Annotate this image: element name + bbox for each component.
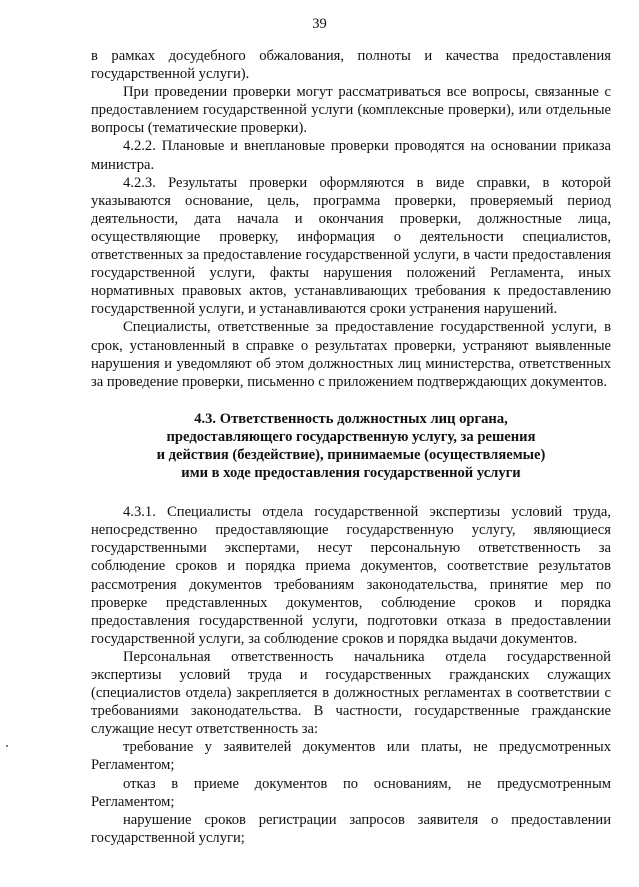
document-body bbox=[91, 47, 611, 847]
section-heading-4-3 bbox=[91, 410, 611, 482]
page-number: 39 bbox=[312, 16, 327, 32]
paragraph-4-2-2: 4.2.2. Плановые и внеплановые проверки проводятся на основании приказа министра. bbox=[91, 138, 611, 173]
paragraph-4-3-1: 4.3.1. Специалисты отдела государственной экспертизы условий труда, непосредственно предоставляющие государственную услугу, являющиеся государственными экспертами, несут персональную ответственность за соблюдение сроков и порядка приема документов, соответствие результатов рассмотрения документов требованиям законодательства, принятие мер по проверке представленных документов, соблюдение сроков и порядка предоставления государственной услуги, подготовки отказа в предоставлении государственной услуги, за соблюдение сроков и порядка выдачи документов. bbox=[91, 504, 611, 647]
paragraph-inspection-scope: При проведении проверки могут рассматриваться все вопросы, связанные с предоставлением государственной услуги (комплексные проверки), или отдельные вопросы (тематические проверки). bbox=[91, 84, 611, 137]
paragraph-personal-responsibility: Персональная ответственность начальника отдела государственной экспертизы условий труда и государственных гражданских служащих (специалистов отдела) закрепляется в должностных регламентах в соответствии с требованиями законодательства. В частности, государственные гражданские служащие несут ответственность за: bbox=[91, 648, 611, 738]
section-heading-line: предоставляющего государственную услугу, за решения bbox=[166, 428, 536, 445]
section-heading-line: и действия (бездействие), принимаемые (осуществляемые) bbox=[156, 446, 546, 463]
list-item: нарушение сроков регистрации запросов заявителя о предоставлении государственной услуги; bbox=[91, 811, 611, 846]
paragraph-continuation: в рамках досудебного обжалования, полноты и качества предоставления государственной услуги). bbox=[91, 48, 611, 83]
paragraph-specialists-remedy: Специалисты, ответственные за предоставление государственной услуги, в срок, установленный в справке о результатах проверки, устраняют выявленные нарушения и уведомляют об этом должностных лиц министерства, ответственных за проведение проверки, письменно с приложением подтверждающих документов. bbox=[91, 319, 611, 390]
list-item: отказ в приеме документов по основаниям, не предусмотренным Регламентом; bbox=[91, 775, 611, 810]
scan-artifact-dot bbox=[6, 745, 8, 747]
section-heading-line: 4.3. Ответственность должностных лиц органа, bbox=[194, 410, 508, 427]
paragraph-4-2-3: 4.2.3. Результаты проверки оформляются в виде справки, в которой указываются основание, цель, программа проверки, проверяемый период деятельности, дата начала и окончания проверки, должностные лица, осуществляющие проверку, информация о деятельности специалистов, ответственных за предоставление государственной услуги, в части предоставления государственной услуги, факты нарушения положений Регламента, иных нормативных правовых актов, устанавливающих требования к предоставлению государственной услуги, и устанавливаются сроки устранения нарушений. bbox=[91, 174, 611, 318]
section-heading-line: ими в ходе предоставления государственной услуги bbox=[181, 465, 521, 482]
list-item: требование у заявителей документов или платы, не предусмотренных Регламентом; bbox=[91, 739, 611, 774]
